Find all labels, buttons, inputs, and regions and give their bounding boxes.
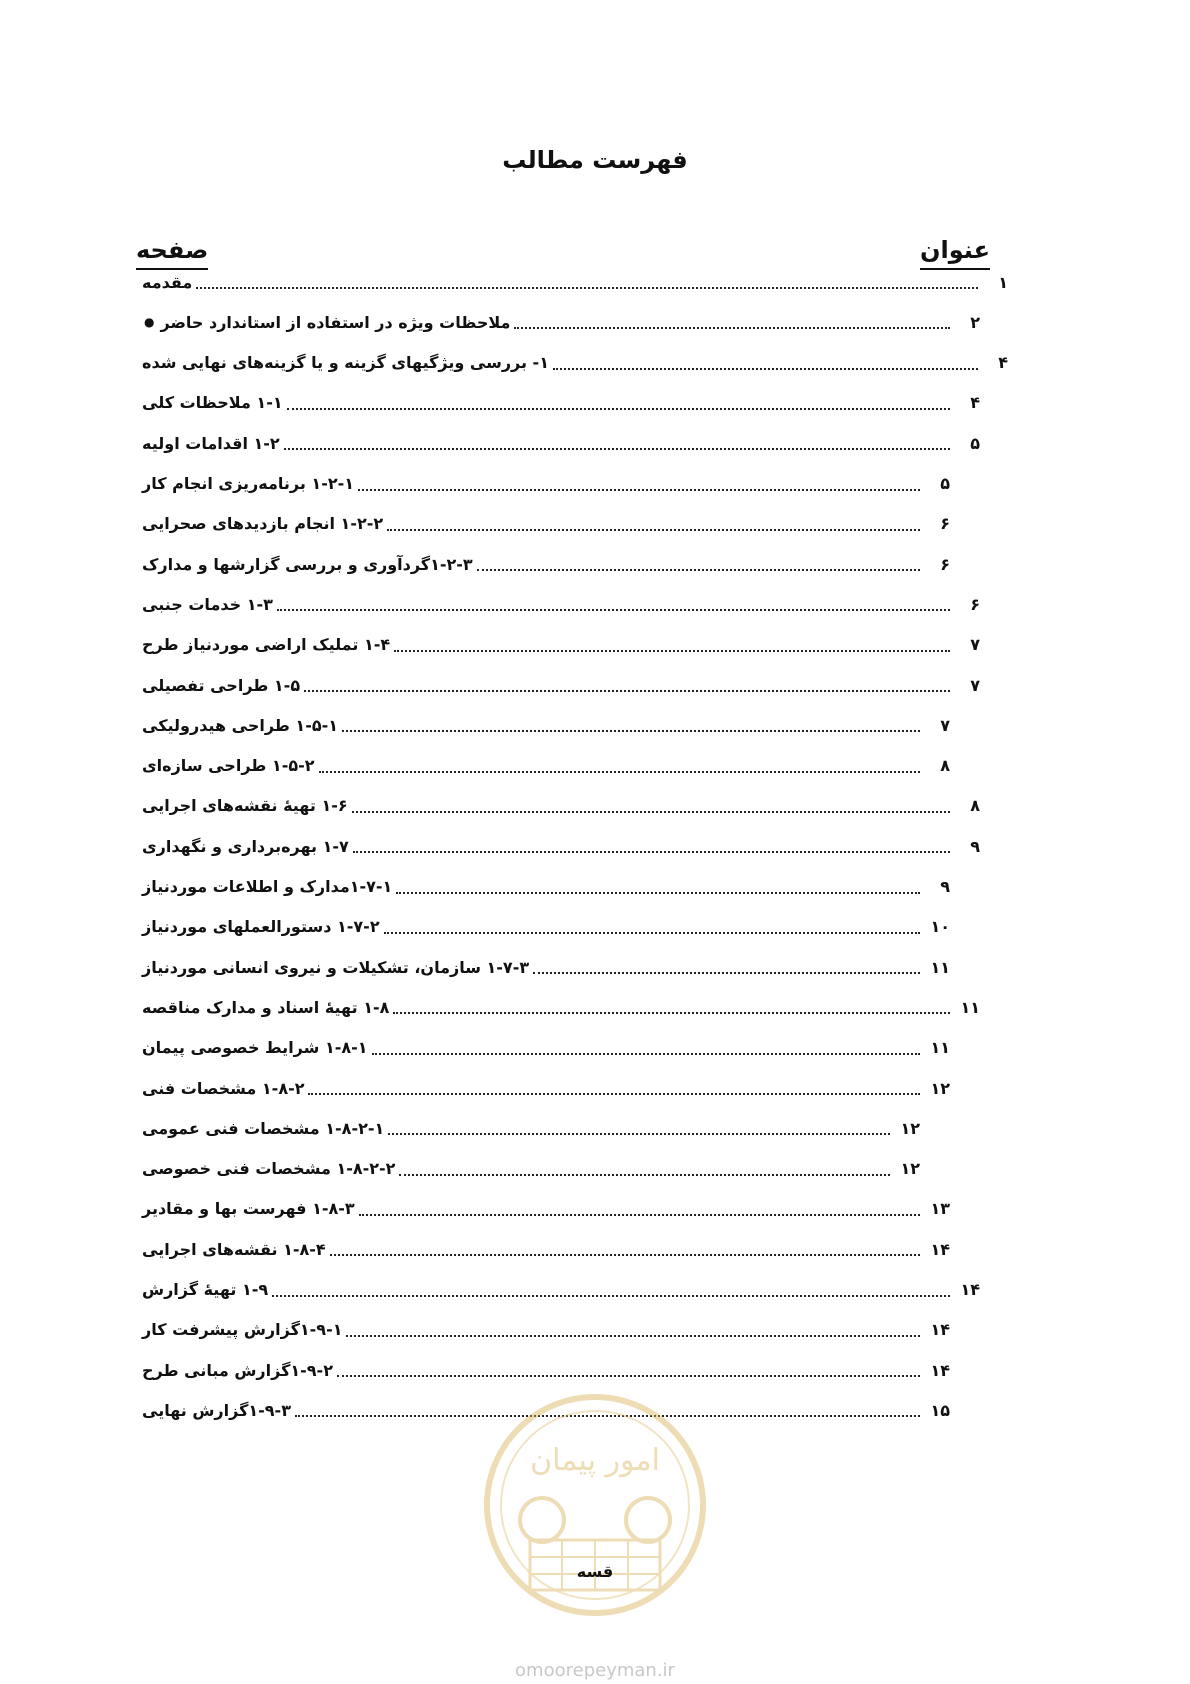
page-title: فهرست مطالب (502, 146, 688, 174)
toc-dot-leader (396, 892, 920, 894)
toc-entry (136, 510, 950, 538)
toc-entry (136, 832, 980, 860)
toc-dot-leader (394, 650, 950, 652)
toc-entry-page: ۱۱ (930, 957, 950, 977)
toc-entry-page: ۸ (970, 796, 980, 816)
toc-dot-leader (553, 368, 978, 370)
footer-label: قسه (576, 1562, 614, 1581)
toc-entry-label: ۱-۸-۲-۱ مشخصات فنی عمومی (142, 1118, 385, 1138)
toc-dot-leader (330, 1254, 920, 1256)
watermark-logo (480, 1390, 710, 1620)
toc-entry (136, 1235, 950, 1263)
toc-entry-page: ۱۱ (930, 1038, 950, 1058)
toc-entry (136, 873, 950, 901)
toc-entry-page: ۱۴ (930, 1360, 950, 1380)
toc-dot-leader (384, 932, 920, 934)
toc-dot-leader (337, 1375, 920, 1377)
toc-entry-label: مقدمه (142, 272, 193, 292)
toc-entry-page: ۱۵ (930, 1400, 950, 1420)
bullet-icon: ● (144, 315, 155, 330)
column-heading-title-text: عنوان (920, 236, 990, 264)
toc-entry (136, 1356, 950, 1384)
toc-entry (136, 711, 950, 739)
toc-entry-page: ۱۲ (930, 1078, 950, 1098)
toc-dot-leader (358, 489, 920, 491)
column-heading-page (136, 236, 208, 270)
toc-entry-page: ۱۰ (930, 917, 950, 937)
toc-entry-label: ۱-۷-۳ سازمان، تشکیلات و نیروی انسانی موردنیاز (142, 957, 530, 977)
toc-entry (136, 1316, 950, 1344)
toc-entry-label: ۱-۸ تهیهٔ اسناد و مدارک مناقصه (142, 997, 390, 1017)
toc-entry (136, 268, 1008, 296)
toc-entry-page: ۵ (940, 474, 950, 493)
toc-dot-leader (393, 1012, 950, 1014)
toc-dot-leader (196, 287, 978, 289)
toc-entry (136, 631, 980, 659)
toc-entry (136, 953, 950, 981)
toc-entry-page: ۷ (970, 675, 980, 695)
toc-entry-label: ۱-۸-۲-۲ مشخصات فنی خصوصی (142, 1159, 396, 1179)
toc-dot-leader (346, 1335, 920, 1337)
column-heading-page-text: صفحه (136, 236, 209, 264)
toc-entry (136, 1195, 950, 1223)
toc-entry-label: ۱-۸-۱ شرایط خصوصی پیمان (142, 1038, 368, 1058)
toc-entry-page: ۷ (970, 635, 980, 655)
toc-entry-label: ۱-۹-۱گزارش پیشرفت کار (142, 1320, 343, 1340)
watermark-logo-text: امور پیمان (530, 1443, 660, 1478)
toc-entry (136, 429, 980, 457)
toc-entry (136, 1276, 980, 1304)
toc-entry-label: ۱-۲-۳گردآوری و بررسی گزارشها و مدارک (142, 554, 473, 574)
toc-dot-leader (287, 408, 950, 410)
toc-entry (136, 993, 980, 1021)
toc-dot-leader (388, 1133, 890, 1135)
toc-entry-label: ۱- بررسی ویژگیهای گزینه و یا گزینه‌های نهایی شده (142, 353, 549, 373)
toc-entry-label: ۱-۵-۲ طراحی سازه‌ای (142, 756, 315, 776)
toc-entry-page: ۹ (970, 836, 980, 856)
toc-entry-page: ۷ (940, 715, 950, 735)
toc-dot-leader (304, 690, 950, 692)
toc-entry-page: ۱۲ (900, 1159, 920, 1179)
toc-entry-page: ۶ (940, 554, 950, 574)
toc-entry-label: ۱-۷ بهره‌برداری و نگهداری (142, 836, 349, 856)
toc-entry-label: ۱-۷-۱مدارک و اطلاعات موردنیاز (142, 877, 393, 896)
toc-entry-label: ۱-۲ اقدامات اولیه (142, 433, 280, 453)
column-heading-title (920, 236, 990, 270)
toc-entry-page: ۱ (998, 272, 1008, 292)
toc-entry-page: ۲ (970, 312, 980, 332)
toc-entry-page: ۱۳ (930, 1199, 950, 1219)
toc-entry (136, 792, 980, 820)
toc-dot-leader (372, 1053, 920, 1055)
toc-entry-page: ۵ (970, 433, 980, 453)
toc-dot-leader (399, 1174, 890, 1176)
toc-entry-label: ۱-۹-۲گزارش مبانی طرح (142, 1360, 333, 1380)
toc-dot-leader (308, 1093, 920, 1095)
toc-entry-page: ۱۴ (930, 1320, 950, 1340)
toc-entry-label: ۱-۹-۳گزارش نهایی (142, 1400, 291, 1420)
toc-entry (136, 1155, 920, 1183)
toc-entry-page: ۶ (970, 594, 980, 614)
toc-dot-leader (352, 811, 950, 813)
toc-entry-page: ۴ (970, 393, 980, 413)
toc-entry-label: ۱-۳ خدمات جنبی (142, 594, 273, 614)
toc-dot-leader (533, 972, 920, 974)
toc-dot-leader (359, 1214, 920, 1216)
toc-entry-label: ۱-۸-۴ نقشه‌های اجرایی (142, 1239, 326, 1259)
toc-entry (136, 1074, 950, 1102)
toc-dot-leader (387, 529, 920, 531)
toc-entry (136, 349, 1008, 377)
toc-dot-leader (514, 327, 950, 329)
toc-dot-leader (272, 1295, 950, 1297)
toc-dot-leader (319, 771, 921, 773)
toc-entry-label: ۱-۸-۲ مشخصات فنی (142, 1078, 305, 1098)
toc-entry-label: ۱-۸-۳ فهرست بها و مقادیر (142, 1199, 355, 1219)
toc-entry-label: ۱-۴ تملیک اراضی موردنیاز طرح (142, 635, 391, 655)
toc-dot-leader (353, 851, 950, 853)
toc-entry-label: ۱-۱ ملاحظات کلی (142, 393, 283, 413)
toc-entry-label: ۱-۹ تهیهٔ گزارش (142, 1280, 269, 1299)
toc-entry-label: ۱-۵-۱ طراحی هیدرولیکی (142, 715, 338, 735)
toc-entry-page: ۸ (940, 756, 950, 776)
toc-entry (136, 550, 950, 578)
toc-dot-leader (342, 730, 920, 732)
toc-entry-label: ملاحظات ویژه در استفاده از استاندارد حاضر (160, 312, 511, 332)
toc-entry-page: ۴ (998, 353, 1008, 373)
toc-entry-page: ۱۴ (930, 1239, 950, 1259)
toc-entry-label: ۱-۷-۲ دستورالعملهای موردنیاز (142, 917, 380, 937)
site-watermark: omoorepeyman.ir (515, 1660, 675, 1681)
toc-entry (136, 1034, 950, 1062)
toc-entry-label: ۱-۵ طراحی تفصیلی (142, 675, 301, 695)
toc-entry-page: ۱۴ (960, 1280, 980, 1299)
toc-entry (136, 913, 950, 941)
toc-entry (136, 389, 980, 417)
toc-dot-leader (277, 609, 950, 611)
toc-dot-leader (284, 448, 950, 450)
toc-entry (136, 590, 980, 618)
toc-entry-label: ۱-۲-۲ انجام بازدیدهای صحرایی (142, 514, 384, 534)
toc-entry (136, 1114, 920, 1142)
toc-entry-label: ۱-۶ تهیهٔ نقشه‌های اجرایی (142, 796, 348, 816)
toc-entry-label: ۱-۲-۱ برنامه‌ریزی انجام کار (142, 474, 354, 493)
toc-entry (136, 671, 980, 699)
toc-entry (136, 752, 950, 780)
toc-entry-page: ۹ (940, 877, 950, 896)
toc-entry-page: ۶ (940, 514, 950, 534)
toc-entry-page: ۱۲ (900, 1118, 920, 1138)
toc-entry (136, 308, 980, 336)
toc-entry (136, 470, 950, 498)
toc-entry-page: ۱۱ (960, 997, 980, 1017)
toc-dot-leader (477, 569, 920, 571)
